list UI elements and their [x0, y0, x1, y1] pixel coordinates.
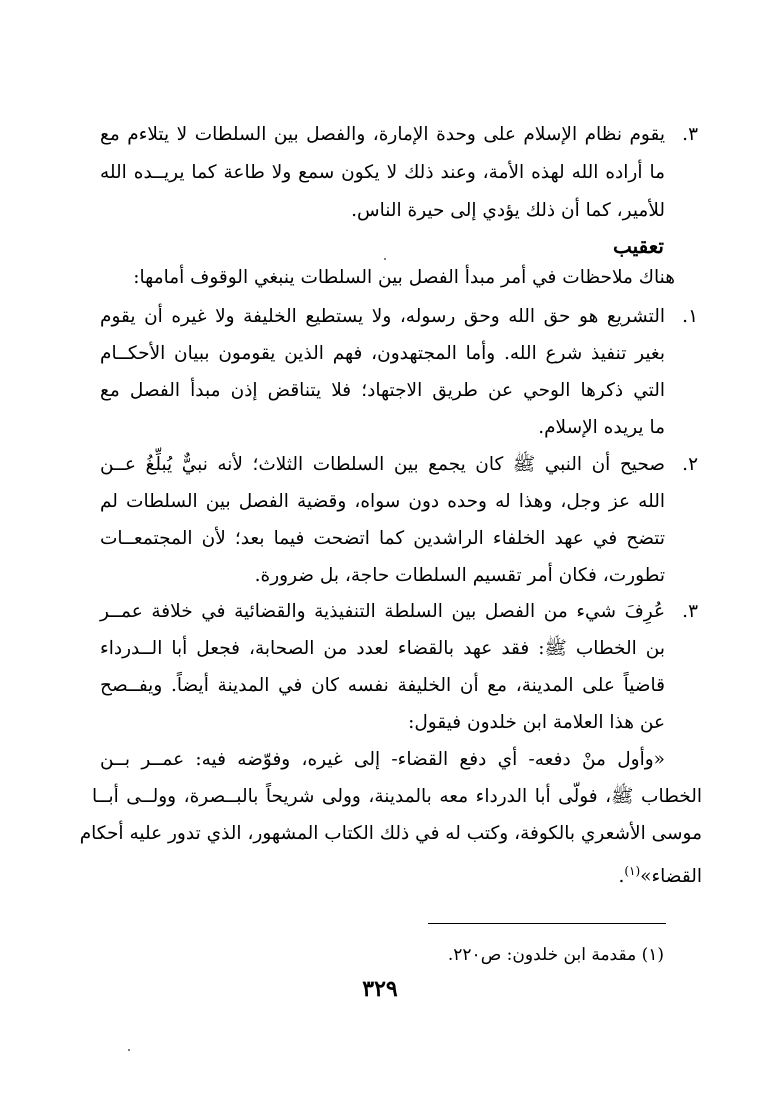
text-line: ما أراده الله لهذه الأمة، وعند ذلك لا يكون سمع ولا طاعة كما يريــده الله [100, 162, 665, 183]
list-number: ٣. [682, 601, 698, 622]
quote-end-text: القضاء» [640, 866, 702, 888]
text-line: عن هذا العلامة ابن خلدون فيقول: [408, 712, 665, 733]
scan-speck [128, 1049, 130, 1051]
quote-line: موسى الأشعري بالكوفة، وكتب له في ذلك الكتاب المشهور، الذي تدور عليه أحكام [79, 823, 702, 844]
page-number: ٣٢٩ [362, 976, 398, 1002]
list-number: ٢. [682, 454, 698, 475]
footnote: (١) مقدمة ابن خلدون: ص٢٢٠. [447, 945, 664, 965]
text-line: التي ذكرها الوحي عن طريق الاجتهاد؛ فلا يتناقض إذن مبدأ الفصل مع [100, 380, 665, 401]
text-line: قاضياً على المدينة، مع أن الخليفة نفسه كان في المدينة أيضاً. ويفــصح [100, 675, 665, 696]
text-line: تطورت، فكان أمر تقسيم السلطات حاجة، بل ضرورة. [254, 565, 665, 586]
text-line: صحيح أن النبي ﷺ كان يجمع بين السلطات الثلاث؛ لأنه نبيٌّ يُبلِّغُ عــن [100, 454, 665, 475]
list-number: ٣. [682, 124, 698, 145]
quote-end-period: . [618, 866, 625, 888]
list-number: ١. [682, 306, 698, 327]
text-line: للأمير، كما أن ذلك يؤدي إلى حيرة الناس. [351, 200, 665, 221]
section-heading: تعقيب [612, 234, 664, 258]
text-line: الله عز وجل، وهذا له وحده دون سواه، وقضية الفصل بين السلطات لم [100, 491, 665, 512]
scan-speck [384, 258, 386, 260]
text-line: ما يريده الإسلام. [538, 417, 665, 438]
footnote-mark: (١) [624, 864, 641, 878]
intro-paragraph: هناك ملاحظات في أمر مبدأ الفصل بين السلطات ينبغي الوقوف أمامها: [133, 267, 675, 288]
text-line: بغير تنفيذ شرع الله. وأما المجتهدون، فهم الذين يقومون ببيان الأحكــام [100, 343, 665, 364]
text-line: التشريع هو حق الله وحق رسوله، ولا يستطيع الخليفة ولا غيره أن يقوم [100, 306, 665, 327]
quote-line: «وأول منْ دفعه- أي دفع القضاء- إلى غيره، وفوّضه فيه: عمــر بــن [100, 749, 665, 770]
footnote-divider [428, 923, 666, 924]
quote-line [92, 859, 702, 889]
text-line: عُرِفَ شيء من الفصل بين السلطة التنفيذية والقضائية في خلافة عمــر [100, 601, 665, 622]
text-line: يقوم نظام الإسلام على وحدة الإمارة، والفصل بين السلطات لا يتلاءم مع [100, 124, 665, 145]
text-line: بن الخطاب ﷺ: فقد عهد بالقضاء لعدد من الصحابة، فجعل أبا الــدرداء [100, 638, 665, 659]
text-line: تتضح في عهد الخلفاء الراشدين كما اتضحت فيما بعد؛ لأن المجتمعــات [100, 528, 665, 549]
quote-line: الخطاب ﷺ، فولّى أبا الدرداء معه بالمدينة، وولى شريحاً بالبــصرة، وولــى أبــا [92, 786, 702, 807]
